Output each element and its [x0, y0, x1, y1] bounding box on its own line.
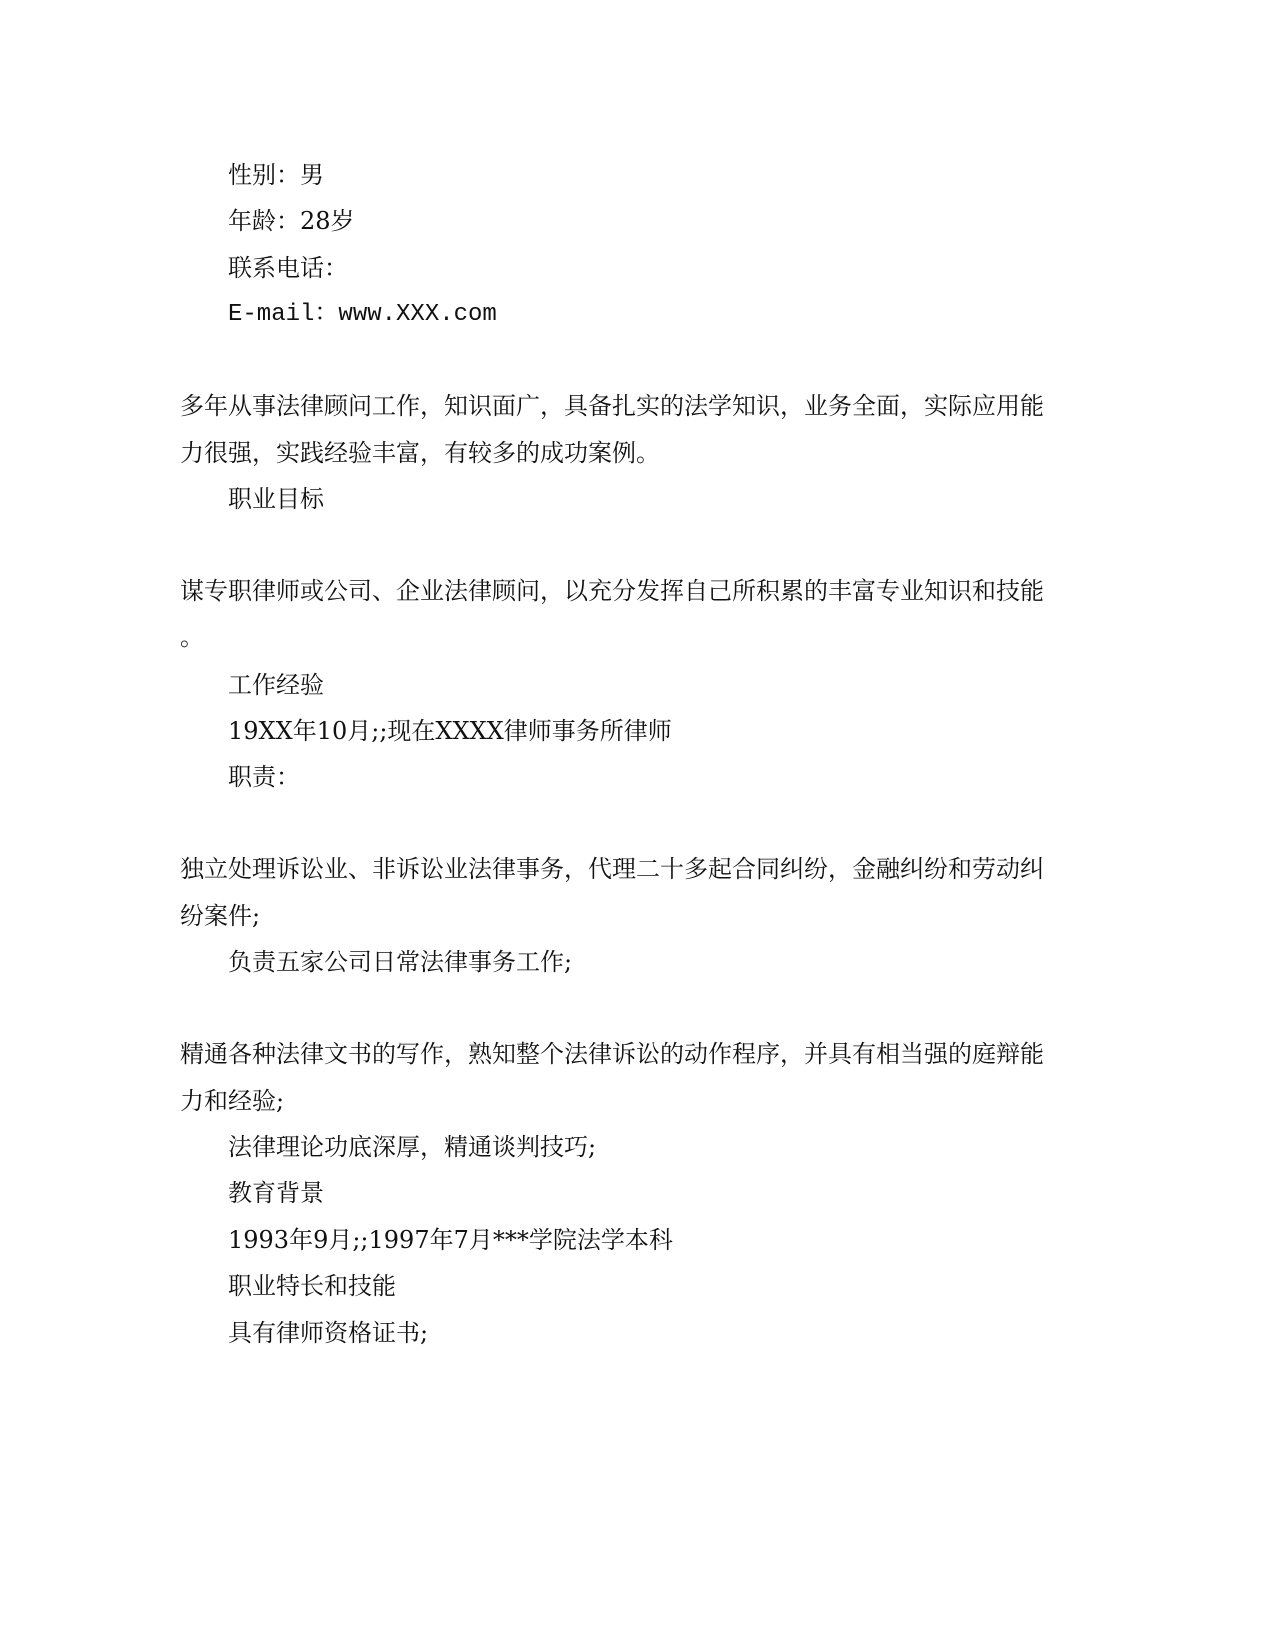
work-period: 19XX年10月;;现在XXXX律师事务所律师 — [228, 717, 672, 745]
gender-line: 性别：男 — [228, 161, 324, 189]
summary-line-1: 多年从事法律顾问工作，知识面广，具备扎实的法学知识，业务全面，实际应用能 — [180, 392, 1044, 420]
education-entry: 1993年9月;;1997年7月***学院法学本科 — [228, 1226, 673, 1254]
email-line: E-mail：www.XXX.com — [228, 301, 497, 328]
career-goal-line-1: 谋专职律师或公司、企业法律顾问，以充分发挥自己所积累的丰富专业知识和技能 — [180, 577, 1044, 605]
age-line: 年龄：28岁 — [228, 207, 355, 235]
education-heading: 教育背景 — [228, 1179, 324, 1207]
work-experience-heading: 工作经验 — [228, 671, 324, 699]
skill-item-1: 具有律师资格证书; — [228, 1319, 429, 1347]
duty-3-line-2: 力和经验; — [180, 1087, 285, 1115]
duty-2: 负责五家公司日常法律事务工作; — [228, 948, 573, 976]
duty-1-line-1: 独立处理诉讼业、非诉讼业法律事务，代理二十多起合同纠纷，金融纠纷和劳动纠 — [180, 855, 1044, 883]
duties-label: 职责： — [228, 763, 300, 791]
career-goal-heading: 职业目标 — [228, 485, 324, 513]
duty-3-line-1: 精通各种法律文书的写作，熟知整个法律诉讼的动作程序，并具有相当强的庭辩能 — [180, 1040, 1044, 1068]
summary-line-2: 力很强，实践经验丰富，有较多的成功案例。 — [180, 439, 660, 467]
career-goal-line-2: 。 — [180, 623, 204, 651]
duty-1-line-2: 纷案件; — [180, 902, 261, 930]
phone-line: 联系电话： — [228, 254, 348, 282]
duty-4: 法律理论功底深厚，精通谈判技巧; — [228, 1133, 597, 1161]
skills-heading: 职业特长和技能 — [228, 1272, 396, 1300]
